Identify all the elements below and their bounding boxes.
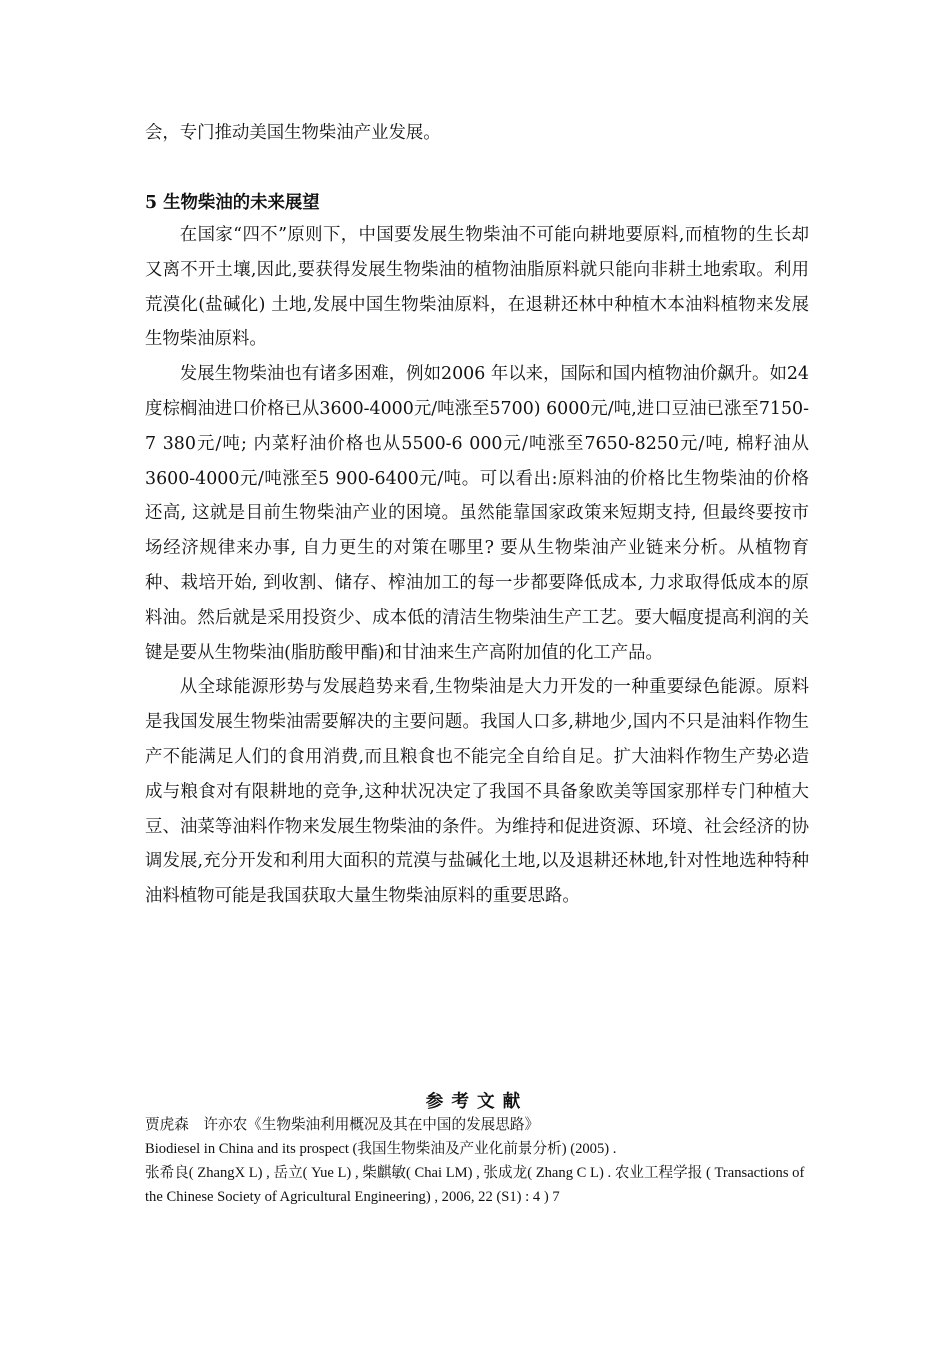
section-heading: 5 生物柴油的未来展望 xyxy=(145,193,320,213)
continuation-paragraph: 会，专门推动美国生物柴油产业发展。 xyxy=(145,123,441,143)
paragraph-2: 发展生物柴油也有诸多困难，例如2006 年以来，国际和国内植物油价飙升。如24度棕榈油进口价格已从3600-4000元/吨涨至5700) 6000元/吨,进口豆油已涨至7150-7 380元/吨; 内菜籽油价格也从5500-6 000元/吨涨至7650-8250元/吨, 棉籽油从3600-4000元/吨涨至5 900-6400元/吨。可以看出:原料油的价格比生物柴油的价格还高, 这就是目前生物柴油产业的困境。虽然能靠国家政策来短期支持, 但最终要按市场经济规律来办事, 自力更生的对策在哪里? 要从生物柴油产业链来分析。从植物育种、栽培开始, 到收割、储存、榨油加工的每一步都要降低成本, 力求取得低成本的原料油。然后就是采用投资少、成本低的清洁生物柴油生产工艺。要大幅度提高利润的关键是要从生物柴油(脂肪酸甲酯)和甘油来生产高附加值的化工产品。 xyxy=(145,364,809,663)
continuation-block xyxy=(145,116,809,151)
references-list xyxy=(145,1113,809,1209)
reference-item: Biodiesel in China and its prospect (我国生物柴油及产业化前景分析) (2005) . xyxy=(145,1141,617,1157)
reference-item: 贾虎森 许亦农《生物柴油利用概况及其在中国的发展思路》 xyxy=(145,1117,540,1133)
references-title: 参考文献 xyxy=(425,1091,529,1112)
paragraph-3: 从全球能源形势与发展趋势来看,生物柴油是大力开发的一种重要绿色能源。原料是我国发展生物柴油需要解决的主要问题。我国人口多,耕地少,国内不只是油料作物生产不能满足人们的食用消费,而且粮食也不能完全自给自足。扩大油料作物生产势必造成与粮食对有限耕地的竞争,这种状况决定了我国不具备象欧美等国家那样专门种植大豆、油菜等油料作物来发展生物柴油的条件。为维持和促进资源、环境、社会经济的协调发展,充分开发和利用大面积的荒漠与盐碱化土地,以及退耕还林地,针对性地选种特种油料植物可能是我国获取大量生物柴油原料的重要思路。 xyxy=(145,677,809,907)
paragraph-1: 在国家“四不”原则下，中国要发展生物柴油不可能向耕地要原料,而植物的生长却又离不开土壤,因此,要获得发展生物柴油的植物油脂原料就只能向非耕土地索取。利用荒漠化(盐碱化) 土地,发展中国生物柴油原料，在退耕还林中种植木本油料植物来发展生物柴油原料。 xyxy=(145,225,809,350)
reference-item: 张希良( ZhangX L) , 岳立( Yue L) , 柴麒敏( Chai LM) , 张成龙( Zhang C L) . 农业工程学报 ( Transactions of the Chinese Society of Agricultural Engineering) , 2006, 22 (S1) : 4 ) 7 xyxy=(145,1165,805,1205)
section-body xyxy=(145,218,809,914)
